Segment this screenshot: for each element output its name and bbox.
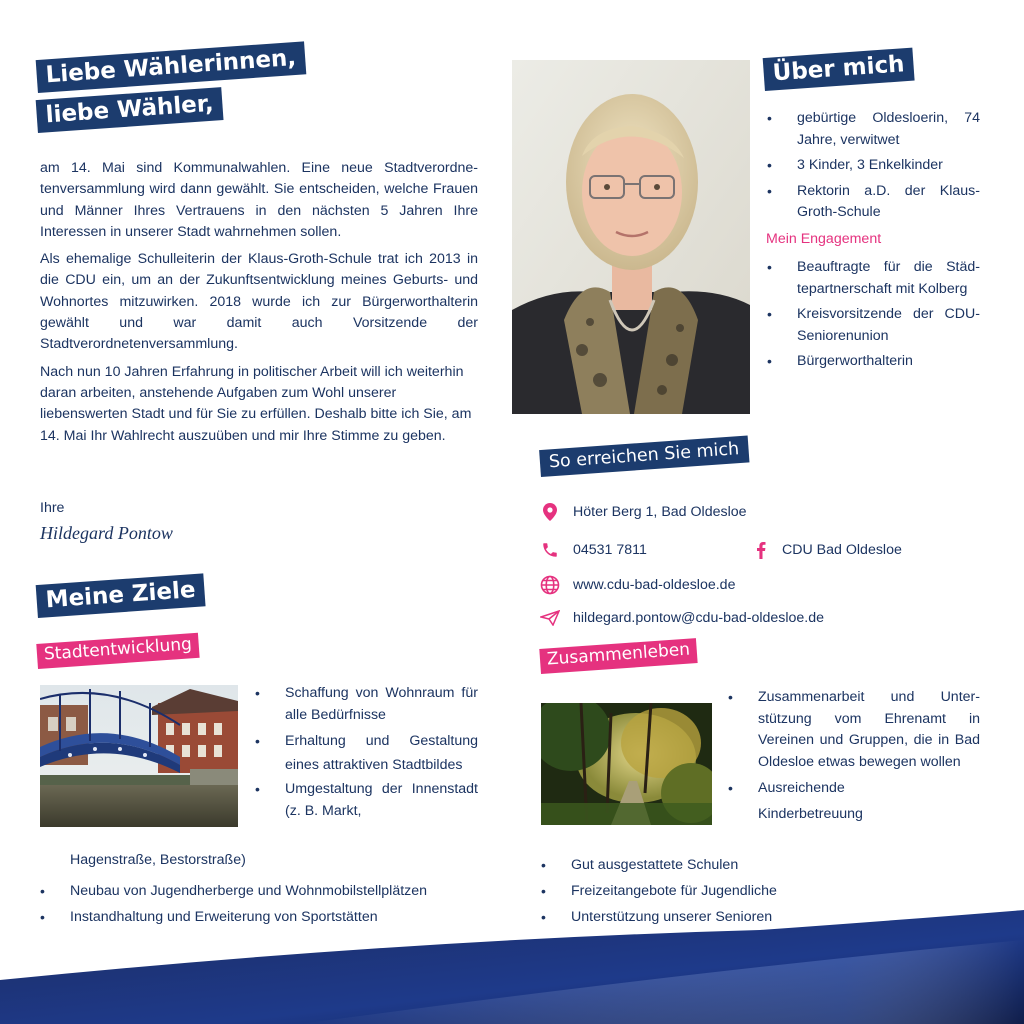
bottom-decorative-wave (0, 900, 1024, 1024)
paper-plane-icon (539, 610, 561, 626)
community-list (728, 687, 980, 827)
greeting-line2: liebe Wähler, (36, 87, 224, 133)
city-goals-list (255, 683, 478, 822)
engagement-item-2: • Kreisvorsitzende der CDU-Seniorenunion (767, 304, 980, 347)
goals-title: Meine Ziele (36, 573, 206, 618)
intro-paragraph-3: Nach nun 10 Jahren Erfahrung in politischer Arbeit will ich weiterhin daran arbeiten, anstehende Aufgaben zum Wohl unserer liebenswerten Stadt und für Sie zu erfüllen. Deshalb bitte ich Sie, am 14. Mai Ihr Wahlrecht auszuüben und mir Ihre Stimme zu geben. (40, 363, 472, 444)
email-link[interactable]: hildegard.pontow@cdu-bad-oldesloe.de (573, 610, 825, 626)
intro-text (40, 158, 478, 453)
engagement-item-3: • Bürgerworthalterin (767, 351, 980, 373)
engagement-item-1: • Beauftragte für die Städtepartnerschaft mit Kolberg (767, 257, 980, 300)
engagement-list (767, 257, 980, 373)
portrait-photo (512, 60, 750, 414)
facebook-text[interactable]: CDU Bad Oldesloe (782, 542, 902, 558)
phone-text[interactable]: 04531 7811 (573, 542, 647, 558)
intro-paragraph-1: am 14. Mai sind Kommunalwahlen. Eine neue Stadtverordnetenversammlung wird dann gewählt. Sie entscheiden, welche Frauen und Männer Ihres Vertrauens in den nächsten 5 Jahren Ihre Interessen in unserer Stadt wahrnehmen sollen. (40, 160, 478, 240)
community-item-2: • Ausreichende Kinderbetreuung (728, 775, 888, 827)
about-title: Über mich (763, 48, 915, 92)
city-goal-1: • Schaffung von Wohnraum für alle Bedürfnisse (255, 683, 478, 726)
greeting-line1: Liebe Wählerinnen, (36, 41, 307, 93)
contact-email (539, 610, 824, 626)
community-item-3: • Gut ausgestattete Schulen (541, 852, 981, 878)
contact-facebook (750, 541, 902, 559)
city-goal-4: • Neubau von Jugendherberge und Wohnmobilstellplätzen (40, 878, 490, 904)
contact-address (539, 503, 747, 521)
city-development-label: Stadtentwicklung (36, 633, 199, 669)
contact-title: So erreichen Sie mich (539, 436, 749, 478)
facebook-icon (750, 541, 772, 559)
globe-icon (539, 575, 561, 595)
engagement-label: Mein Engagement (766, 231, 882, 247)
contact-web (539, 575, 735, 595)
about-list (767, 108, 980, 224)
intro-paragraph-2: Als ehemalige Schulleiterin der Klaus-Groth-Schule trat ich 2013 in die CDU ein, um an der Zukunftsentwicklung meines Geburts- und Wohnortes mitzuwirken. 2018 wurde ich zur Bürgerworthalterin gewählt und war damit auch Vorsitzende der Stadtverordnetenversammlung. (40, 251, 478, 353)
city-goal-3-continuation: Hagenstraße, Bestorstraße) (70, 852, 246, 868)
community-item-5: • Unterstützung unserer Senioren (541, 904, 981, 930)
signature-prefix: Ihre (40, 500, 65, 516)
address-text: Höter Berg 1, Bad Oldesloe (573, 504, 747, 520)
location-pin-icon (539, 503, 561, 521)
about-item-1: • gebürtige Oldesloerin, 74 Jahre, verwitwet (767, 108, 980, 151)
city-goal-2: • Erhaltung und Gestaltung eines attraktiven Stadtbildes (255, 729, 478, 777)
web-link[interactable]: www.cdu-bad-oldesloe.de (573, 577, 736, 593)
about-item-2: • 3 Kinder, 3 Enkelkinder (767, 155, 980, 177)
phone-icon (539, 541, 561, 559)
contact-phone (539, 541, 647, 559)
city-goal-3: • Umgestaltung der Innenstadt (z. B. Markt, (255, 779, 478, 822)
community-label: Zusammenleben (539, 638, 698, 673)
city-goal-5: • Instandhaltung und Erweiterung von Sportstätten (40, 904, 490, 930)
forest-path-photo (541, 703, 712, 825)
signature-name: Hildegard Pontow (40, 523, 173, 543)
community-item-1: • Zusammenarbeit und Unterstützung vom Ehrenamt in Vereinen und Gruppen, die in Bad Oldesloe etwas bewegen wollen (728, 687, 980, 773)
about-item-3: • Rektorin a.D. der Klaus-Groth-Schule (767, 181, 980, 224)
community-item-4: • Freizeitangebote für Jugendliche (541, 878, 981, 904)
bridge-photo (40, 685, 238, 827)
